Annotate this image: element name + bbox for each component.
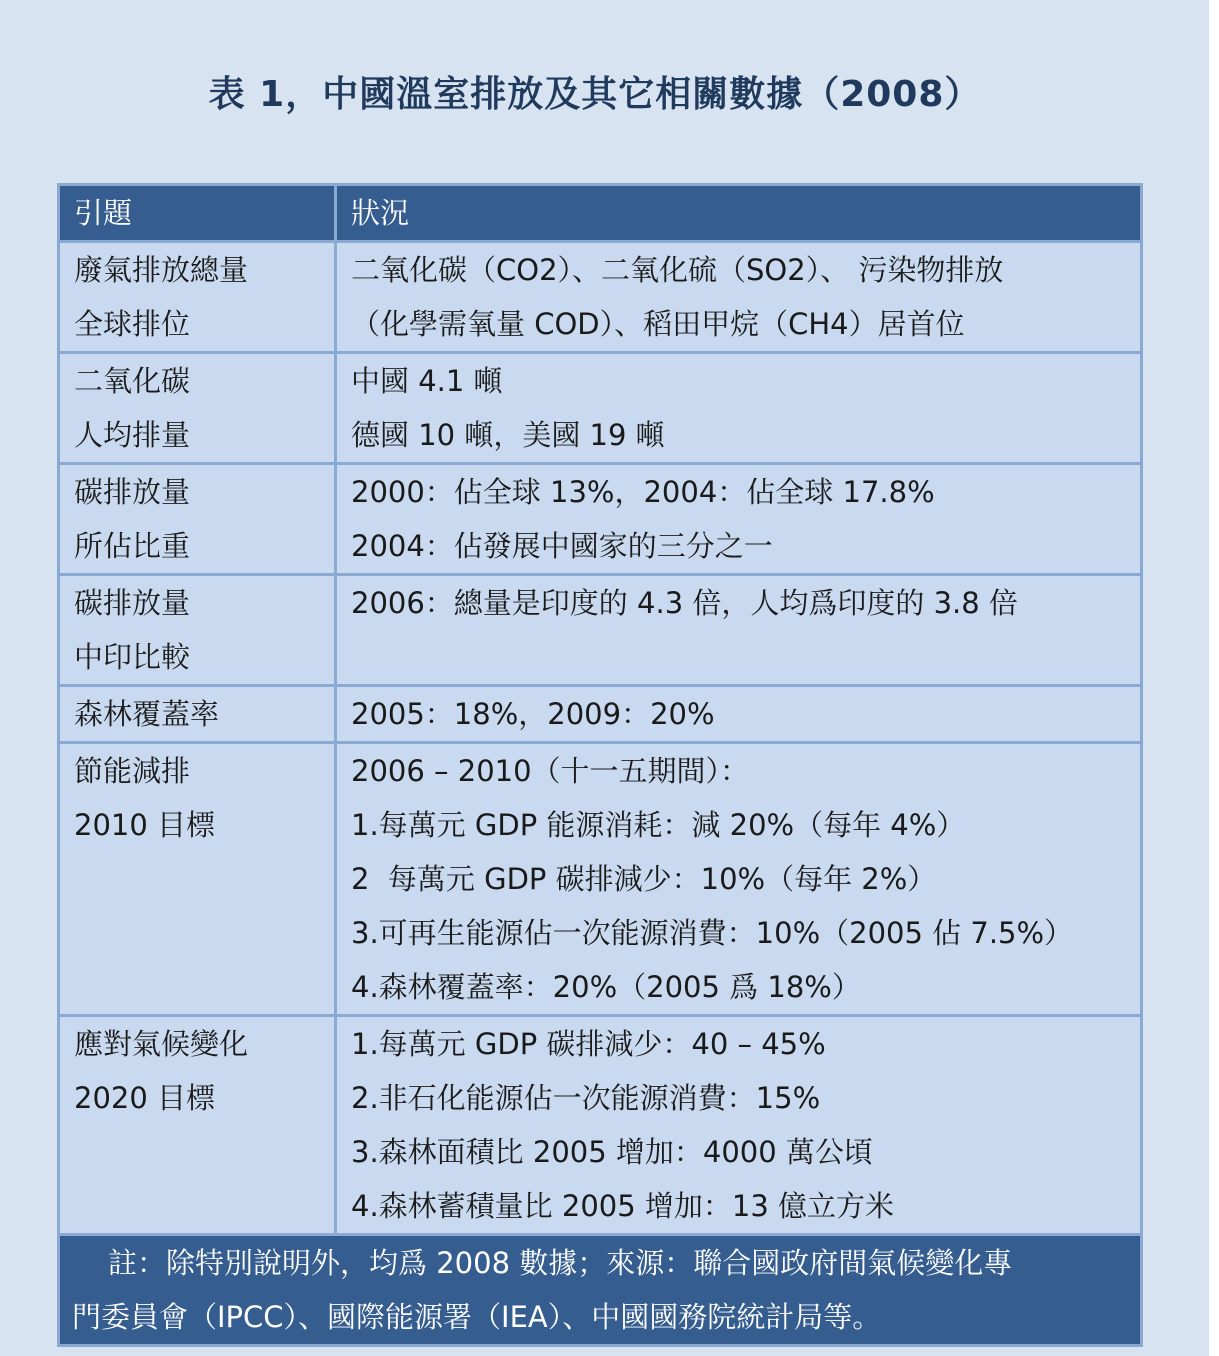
content-line: 2006：總量是印度的 4.3 倍，人均爲印度的 3.8 倍	[351, 586, 1018, 620]
content-line: 3.森林面積比 2005 增加：4000 萬公頃	[351, 1135, 873, 1169]
label-line: 人均排量	[74, 418, 191, 452]
row-label	[59, 353, 336, 464]
label-line: 節能減排	[74, 754, 191, 788]
content-line: 1.每萬元 GDP 碳排減少：40 – 45%	[351, 1027, 826, 1061]
note-row	[59, 1235, 1142, 1346]
label-line: 廢氣排放總量	[74, 253, 249, 287]
row-content	[336, 686, 1142, 743]
note-line: 註：除特別說明外，均爲 2008 數據；來源：聯合國政府間氣候變化專	[108, 1246, 1013, 1280]
content-line: 德國 10 噸，美國 19 噸	[351, 418, 665, 452]
emissions-table	[57, 183, 1143, 1347]
table-row	[59, 686, 1142, 743]
content-line: 4.森林覆蓋率：20%（2005 爲 18%）	[351, 970, 861, 1004]
row-label	[59, 1016, 336, 1235]
table-row	[59, 464, 1142, 575]
table-row	[59, 242, 1142, 353]
content-line: 2006 – 2010（十一五期間）：	[351, 754, 750, 788]
content-line: 2 每萬元 GDP 碳排減少：10%（每年 2%）	[351, 862, 937, 896]
row-content	[336, 353, 1142, 464]
content-line: （化學需氧量 COD）、稻田甲烷（CH4）居首位	[351, 307, 965, 341]
content-line: 2004：佔發展中國家的三分之一	[351, 529, 773, 563]
row-content	[336, 464, 1142, 575]
label-line: 中印比較	[74, 640, 191, 674]
table-row	[59, 575, 1142, 686]
label-line: 應對氣候變化	[74, 1027, 249, 1061]
note-cell	[59, 1235, 1142, 1346]
row-content	[336, 242, 1142, 353]
row-label	[59, 242, 336, 353]
label-line: 全球排位	[74, 307, 191, 341]
row-content	[336, 743, 1142, 1016]
label-line: 二氧化碳	[74, 364, 191, 398]
label-line: 2020 目標	[74, 1081, 216, 1115]
content-line: 3.可再生能源佔一次能源消費：10%（2005 佔 7.5%）	[351, 916, 1074, 950]
note-line: 門委員會（IPCC）、國際能源署（IEA）、中國國務院統計局等。	[72, 1300, 882, 1334]
table-row	[59, 353, 1142, 464]
content-line: 中國 4.1 噸	[351, 364, 503, 398]
content-line: 2005：18%，2009：20%	[351, 697, 715, 731]
row-content	[336, 1016, 1142, 1235]
content-line: 二氧化碳（CO2）、二氧化硫（SO2）、 污染物排放	[351, 253, 1004, 287]
content-line: 1.每萬元 GDP 能源消耗：減 20%（每年 4%）	[351, 808, 966, 842]
header-topic: 引題	[59, 185, 336, 242]
content-line: 2.非石化能源佔一次能源消費：15%	[351, 1081, 821, 1115]
row-label	[59, 686, 336, 743]
row-label	[59, 575, 336, 686]
table-title: 表 1，中國溫室排放及其它相關數據（2008）	[208, 74, 982, 115]
label-line: 森林覆蓋率	[74, 697, 220, 731]
table-row	[59, 1016, 1142, 1235]
label-line: 碳排放量	[74, 475, 191, 509]
content-line: 2000：佔全球 13%，2004：佔全球 17.8%	[351, 475, 935, 509]
row-label	[59, 464, 336, 575]
page-edge	[1209, 0, 1219, 1356]
label-line: 所佔比重	[74, 529, 191, 563]
row-content	[336, 575, 1142, 686]
content-line: 4.森林蓄積量比 2005 增加：13 億立方米	[351, 1189, 895, 1223]
row-label	[59, 743, 336, 1016]
header-status: 狀況	[336, 185, 1142, 242]
label-line: 2010 目標	[74, 808, 216, 842]
label-line: 碳排放量	[74, 586, 191, 620]
table-header-row	[59, 185, 1142, 242]
table-row	[59, 743, 1142, 1016]
